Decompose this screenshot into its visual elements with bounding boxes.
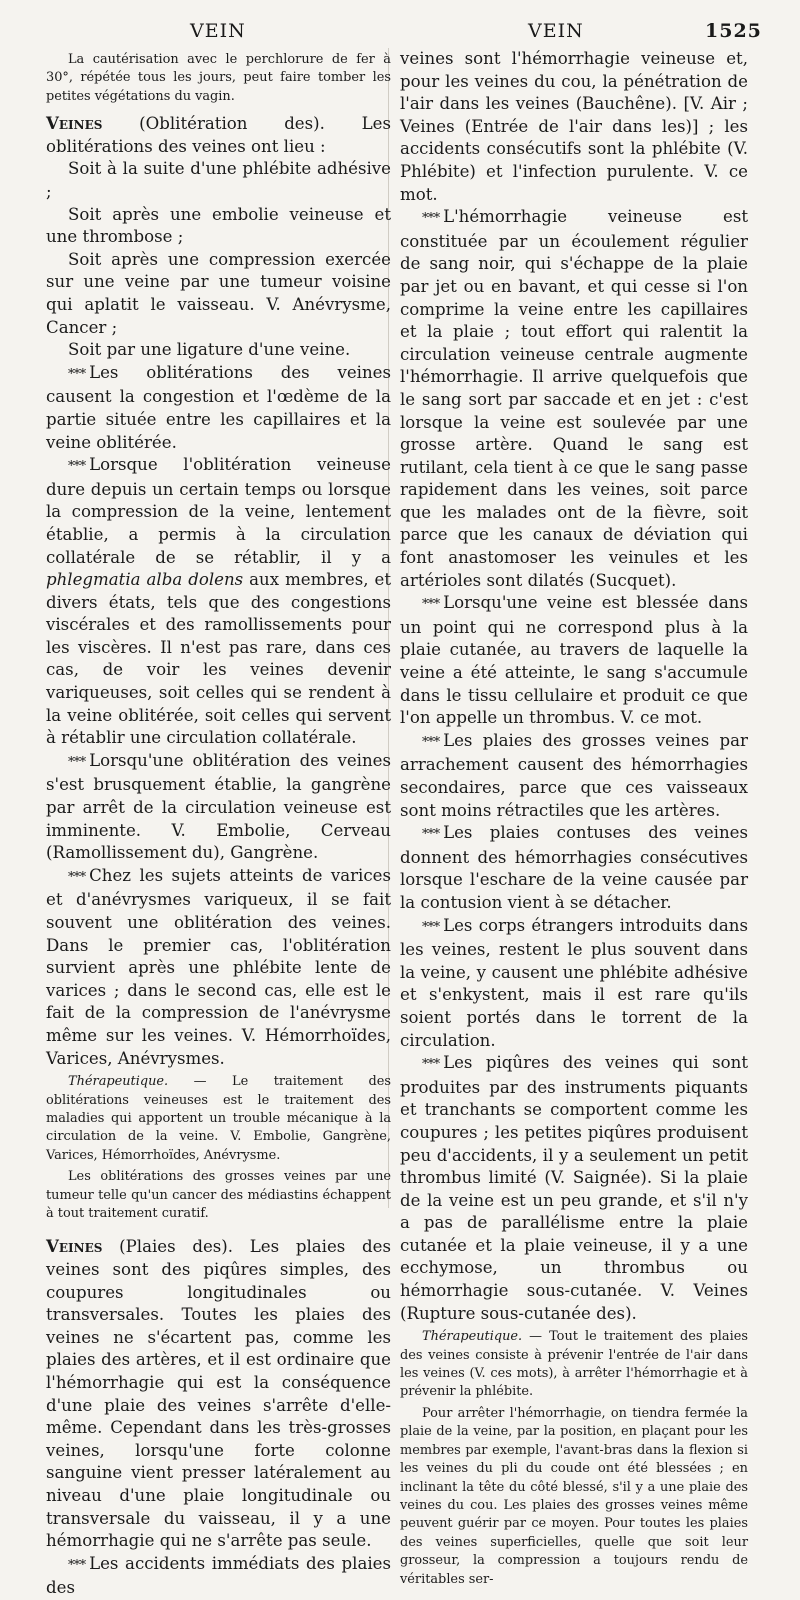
paragraph: * * * Chez les sujets atteints de varices et d'anévrysmes variqueux, il se fait souvent une oblitération des veines. Dans le premier cas, l'oblitération survient après une phlébite lente de varices ; dans le second cas, elle est le fait de la compression de l'anévrysme même sur les veines. V. Hémorrhoïdes, Varices, Anévrysmes.	[46, 865, 391, 1068]
asterism: * * *	[422, 211, 440, 227]
asterism: * * *	[422, 734, 440, 750]
asterism: * * *	[422, 1057, 440, 1073]
headword: Veines	[46, 1236, 103, 1257]
paragraph: * * * Les plaies contuses des veines donnent des hémorrhagies consécutives lorsque l'eschare de la veine causée par la contusion vient à se détacher.	[400, 823, 748, 912]
entry-text: (Plaies des). Les plaies des veines sont des piqûres simples, des coupures longitudinales ou transversales. Toutes les plaies des veines ne s'écartent pas, comme les plaies des artères, et il est ordinaire que l'hémorrhagie qui est la conséquence d'une plaie des veines s'arrête d'elle-même. Cependant dans les très-grosses veines, lorsqu'une forte colonne sanguine vient presser latéralement au niveau d'une plaie longitudinale ou transversale du vaisseau, il y a une hémorrhagie qui ne s'arrête pas seule.	[46, 1237, 391, 1551]
asterism: * * *	[68, 366, 86, 382]
entry-oblitération	[46, 112, 391, 158]
paragraph: * * * Les piqûres des veines qui sont produites par des instruments piquants et tranchants se comportent comme les coupures ; les petites piqûres produisent peu d'accidents, il y a seulement un petit thrombus limité (V. Saignée). Si la plaie de la veine est un peu grande, et s'il n'y a pas de parallélisme entre la plaie cutanée et la plaie veineuse, il y a une ecchymose, un thrombus ou hémorrhagie sous-cutanée. V. Veines (Rupture sous-cutanée des).	[400, 1053, 748, 1323]
paragraph: * * * Les oblitérations des veines causent la congestion et l'œdème de la partie située entre les capillaires et la veine oblitérée.	[46, 362, 391, 452]
entry-text: (Oblitération des). Les oblitérations des veines ont lieu :	[46, 114, 391, 156]
paragraph: * * * Lorsque l'oblitération veineuse dure depuis un certain temps ou lorsque la compression de la veine, lentement établie, a permis à la circulation collatérale de se rétablir, il y a phlegmatia alba dolens aux membres, et divers états, tels que des congestions viscérales et des ramollissements pour les viscères. Il n'est pas rare, dans ces cas, de voir les veines devenir variqueuses, soit celles qui se rendent à la veine oblitérée, soit celles qui servent à rétablir une circulation collatérale.	[46, 455, 391, 748]
page-number: 1525	[705, 20, 762, 42]
italic-term: phlegmatia alba dolens	[46, 570, 244, 590]
paragraph: Soit après une compression exercée sur une veine par une tumeur voisine qui aplatit le vaisseau. V. Anévrysme, Cancer ;	[46, 249, 391, 337]
asterism: * * *	[422, 827, 440, 843]
header-right-word: VEIN	[528, 20, 584, 42]
paragraph: * * * Les accidents immédiats des plaies des	[46, 1553, 391, 1598]
therapeutic-note: Thérapeutique. — Le traitement des oblitérations veineuses est le traitement des maladies qui apportent un trouble mécanique à la circulation de la veine. V. Embolie, Gangrène, Varices, Hémorrhoïdes, Anévrysme.	[46, 1074, 391, 1163]
left-column	[46, 48, 391, 1600]
therapeutic-note: Thérapeutique. — Tout le traitement des plaies des veines consiste à prévenir l'entrée de l'air dans les veines (V. ces mots), à arrêter l'hémorrhagie et à prévenir la phlébite.	[400, 1329, 748, 1400]
italic-label: Thérapeutique.	[422, 1329, 523, 1345]
paragraph: Soit par une ligature d'une veine.	[68, 340, 351, 360]
asterism: * * *	[68, 459, 86, 475]
paragraph: * * * Lorsqu'une oblitération des veines s'est brusquement établie, la gangrène par arrêt de la circulation veineuse est imminente. V. Embolie, Cerveau (Ramollissement du), Gangrène.	[46, 750, 391, 863]
entry-plaies	[46, 1235, 391, 1552]
therapeutic-note: Pour arrêter l'hémorrhagie, on tiendra fermée la plaie de la veine, par la position, en plaçant pour les membres par exemple, l'avant-bras dans la flexion si les veines du pli du coude ont été blessées ; en inclinant la tête du côté blessé, s'il y a une plaie des veines du cou. Les plaies des grosses veines même peuvent guérir par ce moyen. Pour toutes les plaies des veines superficielles, quelle que soit leur grosseur, la compression a toujours rendu de véritables ser-	[400, 1405, 748, 1587]
paragraph: La cautérisation avec le perchlorure de fer à 30°, répétée tous les jours, peut faire tomber les petites végétations du vagin.	[46, 52, 391, 104]
right-column	[400, 48, 748, 1591]
asterism: * * *	[422, 597, 440, 613]
paragraph: veines sont l'hémorrhagie veineuse et, pour les veines du cou, la pénétration de l'air dans les veines (Bauchêne). [V. Air ; Veines (Entrée de l'air dans les)] ; les accidents consécutifs sont la phlébite (V. Phlébite) et l'infection purulente. V. ce mot.	[400, 49, 748, 204]
asterism: * * *	[68, 1557, 86, 1573]
paragraph: * * * Les plaies des grosses veines par arrachement causent des hémorrhagies secondaires, parce que ces vaisseaux sont moins rétractiles que les artères.	[400, 730, 748, 820]
paragraph: * * * L'hémorrhagie veineuse est constituée par un écoulement régulier de sang noir, qui s'échappe de la plaie par jet ou en bavant, et qui cesse si l'on comprime la veine entre les capillaires et la plaie ; tout effort qui ralentit la circulation veineuse centrale augmente l'hémorrhagie. Il arrive quelquefois que le sang sort par saccade et en jet : c'est lorsque la veine est soulevée par une grosse artère. Quand le sang est rutilant, cela tient à ce que le sang passe rapidement dans les veines, soit parce que les malades ont de la fièvre, soit parce que les canaux de déviation qui font anastomoser les veinules et les artérioles sont dilatés (Sucquet).	[400, 207, 748, 590]
paragraph: * * * Lorsqu'une veine est blessée dans un point qui ne correspond plus à la plaie cutanée, au travers de laquelle la veine a été atteinte, le sang s'accumule dans le tissu cellulaire et produit ce que l'on appelle un thrombus. V. ce mot.	[400, 593, 748, 728]
italic-label: Thérapeutique.	[68, 1074, 169, 1090]
therapeutic-note: Les oblitérations des grosses veines par une tumeur telle qu'un cancer des médiastins échappent à tout traitement curatif.	[46, 1169, 391, 1221]
running-header	[0, 16, 800, 46]
headword: Veines	[46, 113, 103, 134]
header-left-word: VEIN	[190, 20, 246, 42]
paragraph: * * * Les corps étrangers introduits dans les veines, restent le plus souvent dans la veine, y causent une phlébite adhésive et s'enkystent, mais il est rare qu'ils soient portés dans le torrent de la circulation.	[400, 915, 748, 1050]
asterism: * * *	[68, 754, 86, 770]
asterism: * * *	[422, 919, 440, 935]
paragraph: Soit à la suite d'une phlébite adhésive ;	[46, 159, 391, 201]
paragraph: Soit après une embolie veineuse et une thrombose ;	[46, 204, 391, 247]
asterism: * * *	[68, 869, 86, 885]
